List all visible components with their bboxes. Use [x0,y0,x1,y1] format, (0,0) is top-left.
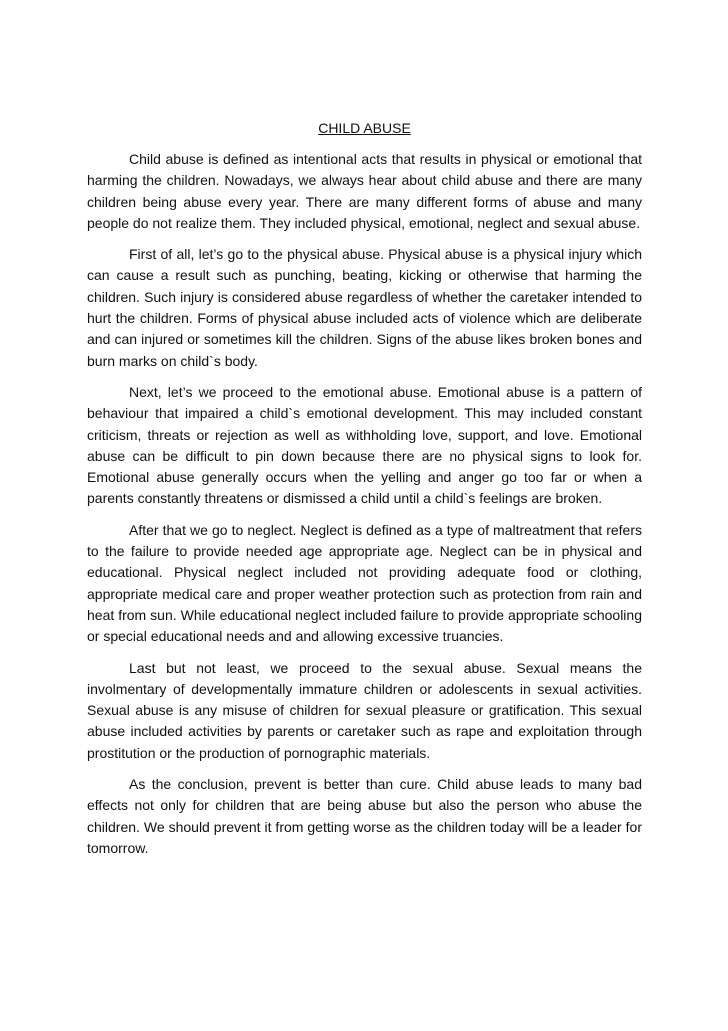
paragraph-physical-abuse: First of all, let’s go to the physical abuse. Physical abuse is a physical injury which can cause a result such as punching, beating, kicking or otherwise that harming the children. Such injury is considered abuse regardless of whether the caretaker intended to hurt the children. Forms of physical abuse included acts of violence which are deliberate and can injured or sometimes kill the children. Signs of the abuse likes broken bones and burn marks on child`s body. [87,246,642,369]
paragraph-conclusion: As the conclusion, prevent is better than cure. Child abuse leads to many bad effects not only for children that are being abuse but also the person who abuse the children. We should prevent it from getting worse as the children today will be a leader for tomorrow. [87,776,642,856]
paragraph-intro: Child abuse is defined as intentional acts that results in physical or emotional that harming the children. Nowadays, we always hear about child abuse and there are many children being abuse every year. There are many different forms of abuse and many people do not realize them. They included physical, emotional, neglect and sexual abuse. [87,151,642,231]
paragraph-emotional-abuse: Next, let’s we proceed to the emotional abuse. Emotional abuse is a pattern of behaviour that impaired a child`s emotional development. This may included constant criticism, threats or rejection as well as withholding love, support, and love. Emotional abuse can be difficult to pin down because there are no physical signs to look for. Emotional abuse generally occurs when the yelling and anger go too far or when a parents constantly threatens or dismissed a child until a child`s feelings are broken. [87,383,642,507]
document-page [87,118,642,869]
document-title: CHILD ABUSE [318,120,411,136]
paragraph-sexual-abuse: Last but not least, we proceed to the sexual abuse. Sexual means the involmentary of developmentally immature children or adolescents in sexual activities. Sexual abuse is any misuse of children for sexual pleasure or gratification. This sexual abuse included activities by parents or caretaker such as rape and exploitation through prostitution or the production of pornographic materials. [87,659,642,761]
paragraph-neglect: After that we go to neglect. Neglect is defined as a type of maltreatment that refers to the failure to provide needed age appropriate age. Neglect can be in physical and educational. Physical neglect included not providing adequate food or clothing, appropriate medical care and proper weather protection such as protection from rain and heat from sun. While educational neglect included failure to provide appropriate schooling or special educational needs and and allowing excessive truancies. [87,521,642,645]
